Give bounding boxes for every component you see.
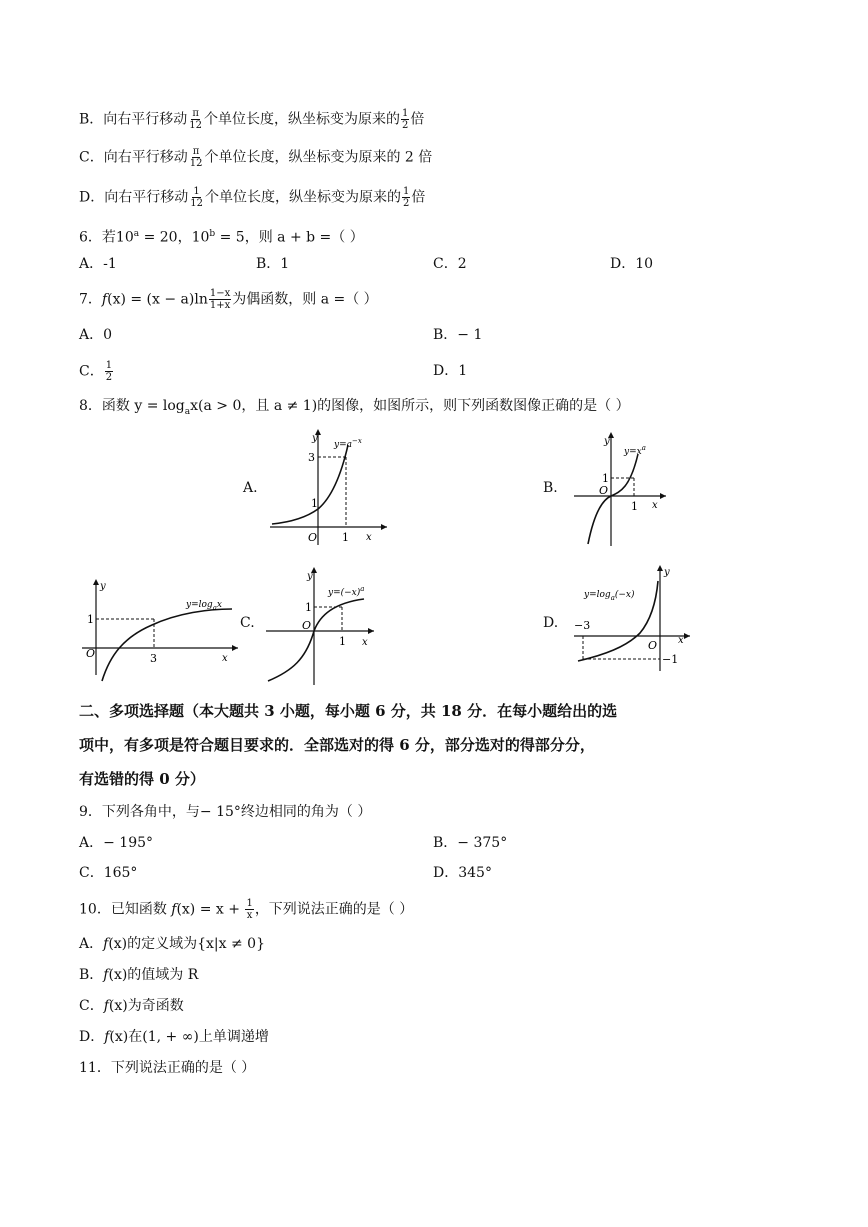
- q7-option-d: D．1: [433, 363, 468, 379]
- q9-option-d: D．345°: [433, 865, 492, 881]
- graph-b-tick-1y: 1: [602, 472, 609, 485]
- q8-label-c: C.: [240, 615, 255, 631]
- graph-d-y-label: y: [664, 567, 670, 578]
- graph-main-tick-1: 1: [87, 613, 94, 626]
- q10-option-b: B．f(x)的值域为 R: [79, 967, 199, 983]
- graph-a-curve-label: $y=a^{-x}$: [334, 437, 362, 450]
- q10-option-a: A．f(x)的定义域为{x|x ≠ 0}: [79, 936, 265, 952]
- q5-option-b: B．向右平行移动 $\frac{\pi}{12}$ 个单位长度，纵坐标变为原来的 $\frac{1}{2}$ 倍: [79, 108, 425, 131]
- graph-d-curve-label: $y=\log_a(-x)$: [584, 590, 635, 602]
- graph-d-tick-m1: −1: [662, 653, 679, 666]
- graph-main: [78, 575, 248, 685]
- q11-stem: 11．下列说法正确的是（ ）: [79, 1060, 256, 1076]
- graph-b-origin: O: [599, 484, 609, 497]
- graph-c-curve: [268, 599, 364, 681]
- graph-a-tick-1x: 1: [342, 531, 349, 544]
- graph-d-tick-m3: −3: [574, 619, 591, 632]
- q9-stem: 9．下列各角中，与− 15°终边相同的角为（ ）: [79, 804, 372, 820]
- q8-label-b: B.: [543, 480, 558, 496]
- q9-option-a: A．− 195°: [79, 835, 154, 851]
- q7-option-c: C． $\frac{1}{2}$: [79, 360, 113, 383]
- q10-option-c: C．f(x)为奇函数: [79, 998, 184, 1014]
- graph-a-x-label: x: [366, 532, 372, 543]
- graph-c-origin: O: [302, 619, 312, 632]
- graph-a-tick-1y: 1: [311, 497, 318, 510]
- q6-stem: 6．若$10^a = 20$，$10^b = 5$，则 a + b =（ ）: [79, 229, 364, 246]
- graph-a: [262, 425, 392, 550]
- section-2-heading-line1: 二、多项选择题（本大题共 3 小题，每小题 6 分，共 18 分．在每小题给出的选: [79, 702, 618, 720]
- graph-c-y-label: y: [307, 571, 313, 582]
- graph-d-origin: O: [648, 639, 658, 652]
- graph-a-tick-3: 3: [308, 451, 315, 464]
- graph-b: [570, 430, 680, 550]
- q7-stem: 7．f(x) = (x − a)ln $\frac{1-x}{1+x}$ 为偶函数，则 a =（ ）: [79, 288, 378, 311]
- graph-main-origin: O: [86, 647, 96, 660]
- q5-option-d: D．向右平行移动 $\frac{1}{12}$ 个单位长度，纵坐标变为原来的 $\frac{1}{2}$ 倍: [79, 186, 426, 209]
- q10-option-d: D．f(x)在(1, + ∞)上单调递增: [79, 1029, 269, 1045]
- q10-stem: 10．已知函数 f(x) = x + $\frac{1}{x}$ ，下列说法正确的是（ ）: [79, 898, 414, 921]
- q5-option-c: C．向右平行移动 $\frac{\pi}{12}$ 个单位长度，纵坐标变为原来的 2 倍: [79, 146, 433, 169]
- graph-b-tick-1x: 1: [631, 500, 638, 513]
- q7-option-a: A．0: [79, 327, 113, 343]
- graph-b-y-label: y: [604, 436, 610, 447]
- q8-label-d: D.: [543, 615, 559, 631]
- graph-b-x-label: x: [652, 500, 658, 511]
- graph-b-curve-label: $y=x^a$: [624, 444, 646, 457]
- q8-label-a: A.: [243, 480, 258, 496]
- section-2-heading-line3: 有选错的得 0 分）: [79, 770, 205, 788]
- graph-main-curve-label: $y=\log_ax$: [186, 600, 222, 612]
- graph-a-y-label: y: [312, 433, 318, 444]
- graph-main-tick-3: 3: [150, 652, 157, 665]
- q9-option-b: B．− 375°: [433, 835, 508, 851]
- q8-stem: 8．函数 $y = \log_ax(a > 0$，且 a ≠ 1)的图像，如图所示，则下列函数图像正确的是（ ）: [79, 398, 630, 417]
- graph-c: [262, 563, 382, 688]
- q6-option-d: D．10: [610, 256, 654, 272]
- graph-c-tick-1y: 1: [305, 601, 312, 614]
- graph-c-x-label: x: [362, 637, 368, 648]
- graph-main-x-label: x: [222, 653, 228, 664]
- graph-c-curve-label: $y=(-x)^a$: [328, 585, 365, 598]
- graph-d-x-label: x: [678, 635, 684, 646]
- graph-d: [570, 563, 700, 678]
- q6-option-b: B．1: [256, 256, 290, 272]
- q9-option-c: C．165°: [79, 865, 138, 881]
- graph-c-tick-1x: 1: [339, 635, 346, 648]
- graph-main-curve: [102, 609, 232, 681]
- q6-option-c: C．2: [433, 256, 467, 272]
- graph-main-y-label: y: [100, 581, 106, 592]
- graph-a-origin: O: [308, 531, 318, 544]
- q7-option-b: B．− 1: [433, 327, 483, 343]
- graph-b-curve: [588, 454, 638, 544]
- section-2-heading-line2: 项中，有多项是符合题目要求的．全部选对的得 6 分，部分选对的得部分分，: [79, 736, 595, 754]
- q6-option-a: A．-1: [79, 256, 117, 272]
